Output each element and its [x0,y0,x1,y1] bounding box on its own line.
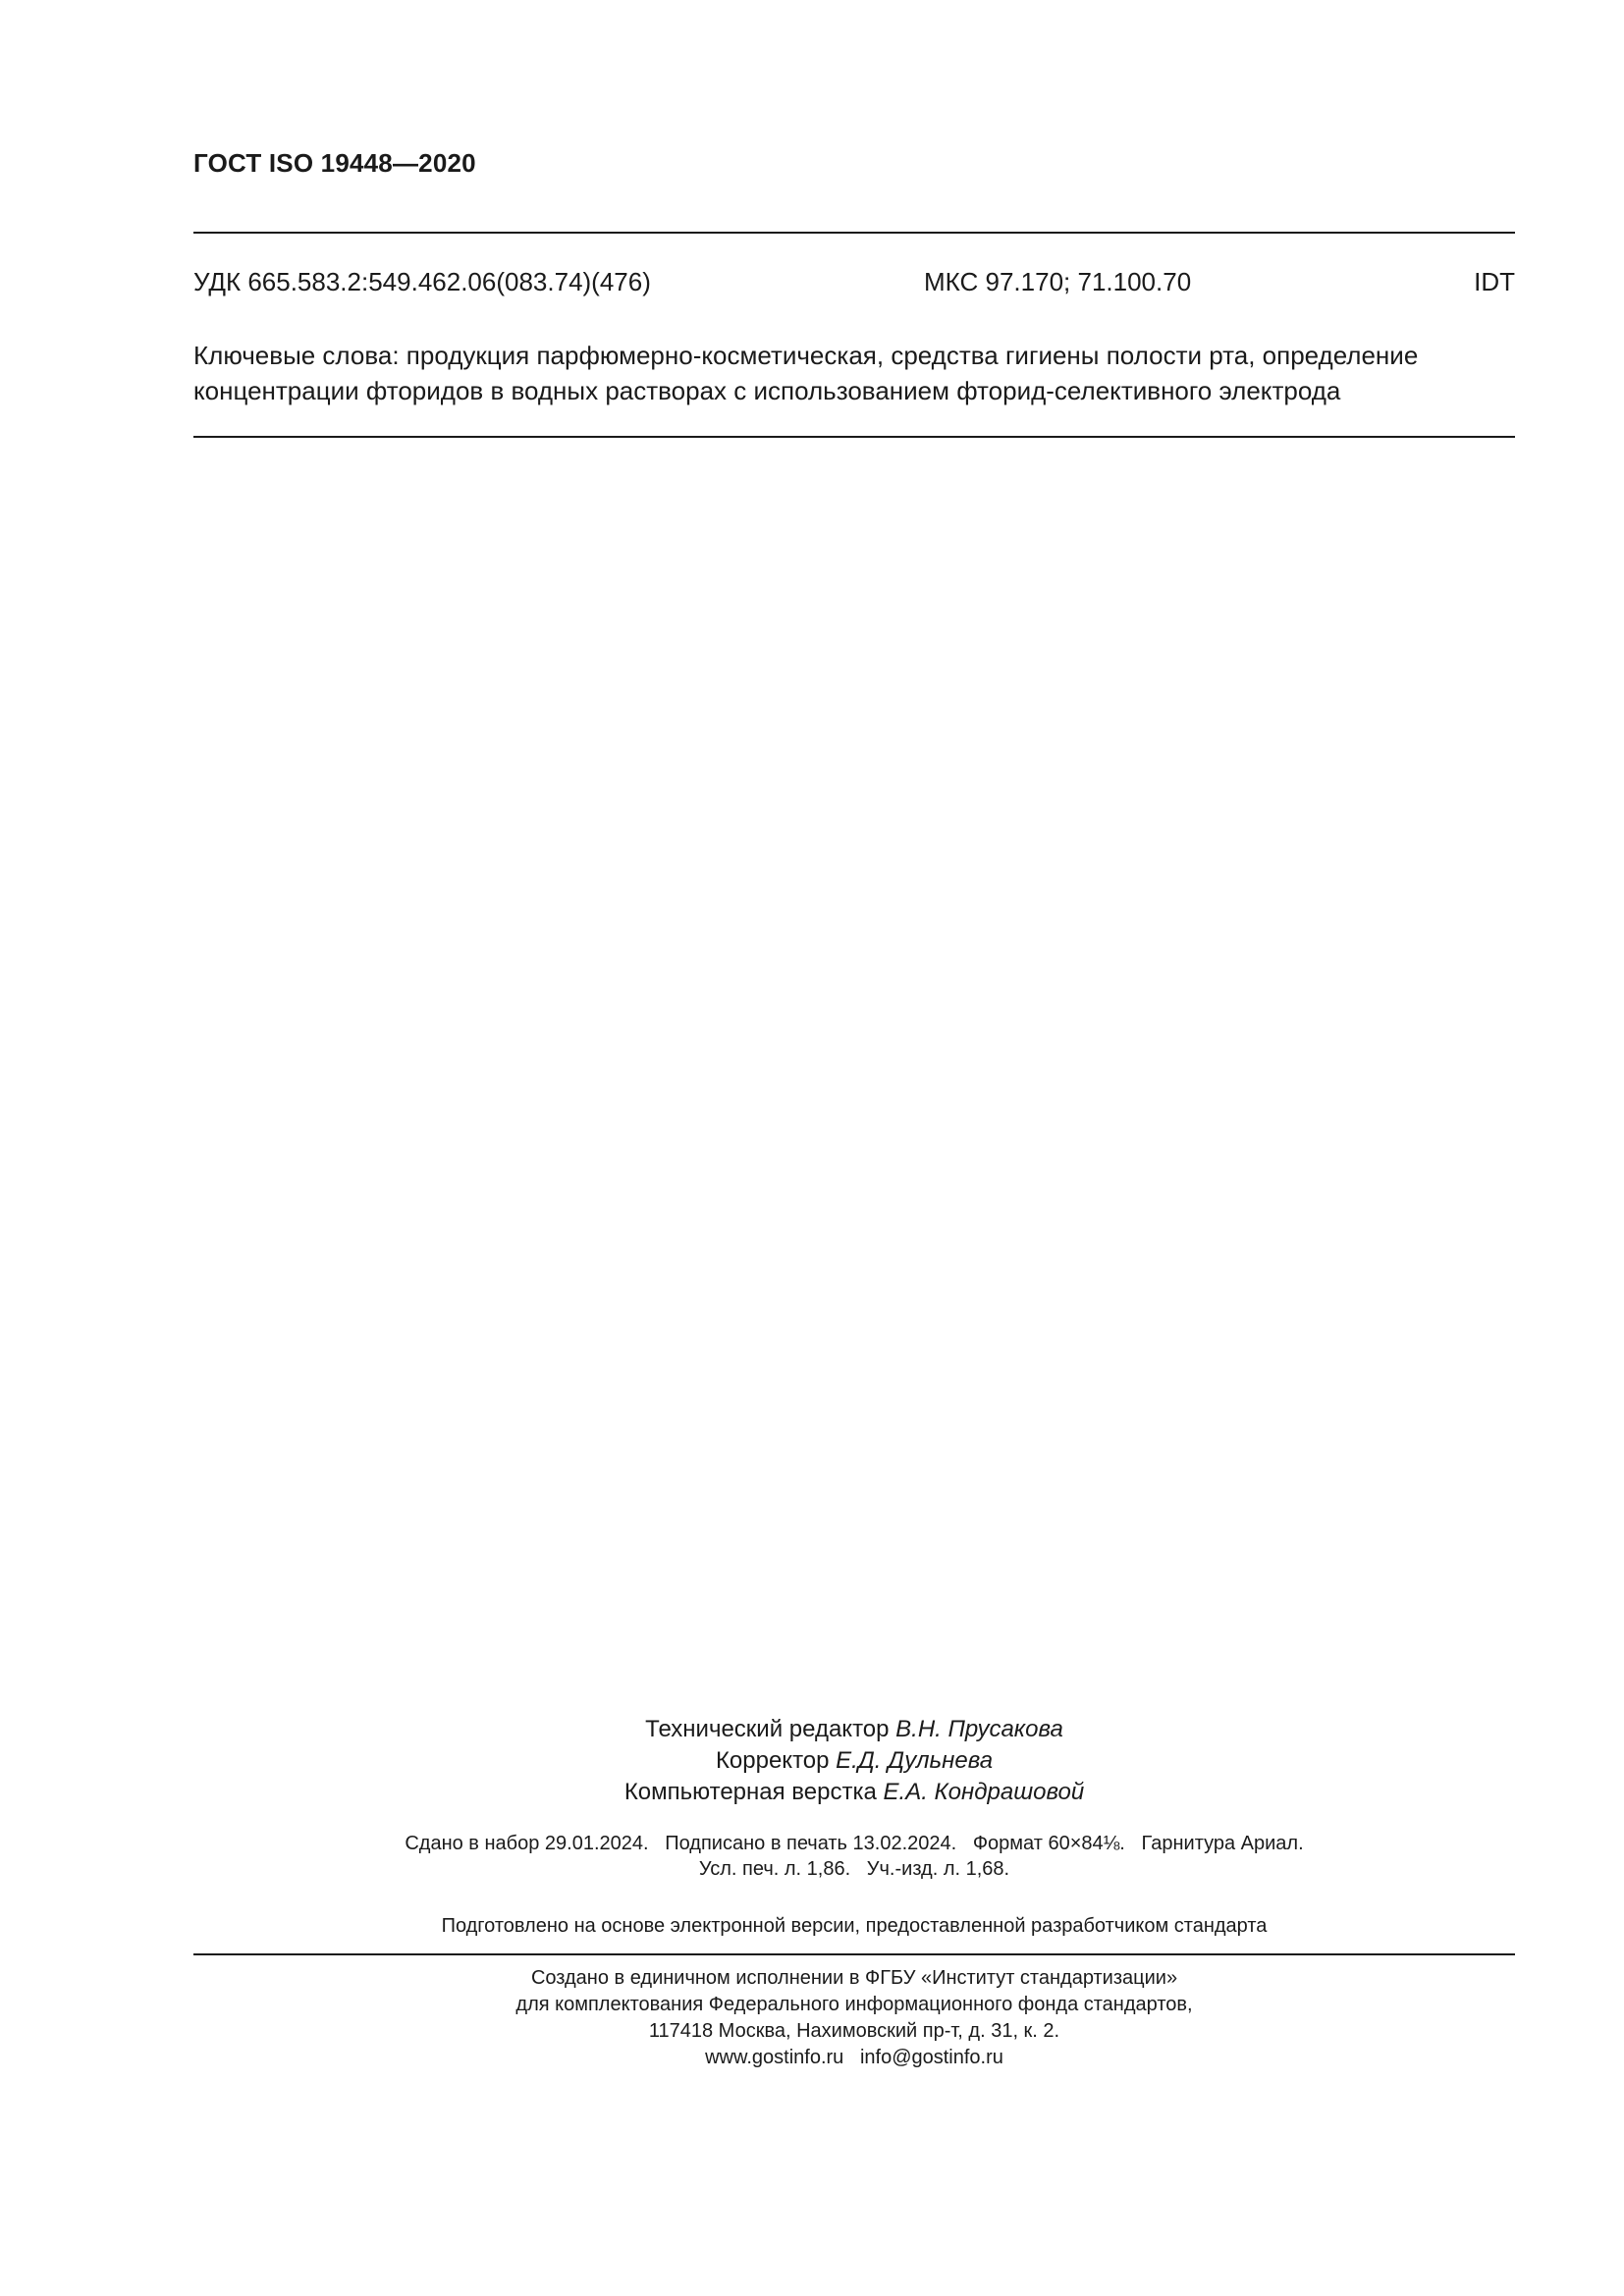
divider-keywords [193,436,1515,438]
corrector-name: Е.Д. Дульнева [836,1747,994,1774]
imprint-line-1: Сдано в набор 29.01.2024. Подписано в печать 13.02.2024. Формат 60×84⅛. Гарнитура Ариал. [405,1833,1304,1854]
prepared-note: Подготовлено на основе электронной версии, предоставленной разработчиком стандарта [441,1915,1268,1937]
document-code: ГОСТ ISO 19448—2020 [193,148,476,178]
divider-bottom [193,1953,1515,1955]
tech-editor-name: В.Н. Прусакова [895,1716,1063,1742]
keywords-line-2: концентрации фторидов в водных растворах с использованием фторид-селективного электрода [193,376,1341,405]
publisher-address: 117418 Москва, Нахимовский пр-т, д. 31, к. 2. [648,2020,1060,2042]
publisher-block [193,1965,1515,2071]
tech-editor-credit [193,1714,1515,1745]
layout-name: Е.А. Кондрашовой [883,1779,1085,1805]
imprint-line-2: Усл. печ. л. 1,86. Уч.-изд. л. 1,68. [698,1858,1010,1880]
idt-marker: IDT [1474,267,1515,296]
imprint-block [193,1831,1515,1882]
divider-top [193,232,1515,234]
website-link[interactable]: www.gostinfo.ru [705,2047,844,2068]
publisher-line-2: для комплектования Федерального информационного фонда стандартов, [515,1994,1193,2015]
corrector-credit [193,1745,1515,1777]
corrector-label: Корректор [715,1747,837,1774]
layout-credit [193,1777,1515,1808]
publisher-line-1: Создано в единичном исполнении в ФГБУ «Институт стандартизации» [530,1967,1178,1989]
classification-row [193,267,1515,300]
layout-label: Компьютерная верстка [623,1779,884,1805]
mks-code: МКС 97.170; 71.100.70 [924,267,1192,296]
keywords-block [193,338,1515,408]
email-link[interactable]: info@gostinfo.ru [859,2047,1003,2068]
udk-code: УДК 665.583.2:549.462.06(083.74)(476) [193,267,651,296]
publisher-contacts [193,2045,1515,2071]
tech-editor-label: Технический редактор [645,1716,896,1742]
credits-block [193,1714,1515,1808]
keywords-line-1: Ключевые слова: продукция парфюмерно-косметическая, средства гигиены полости рта, определение [193,341,1419,370]
